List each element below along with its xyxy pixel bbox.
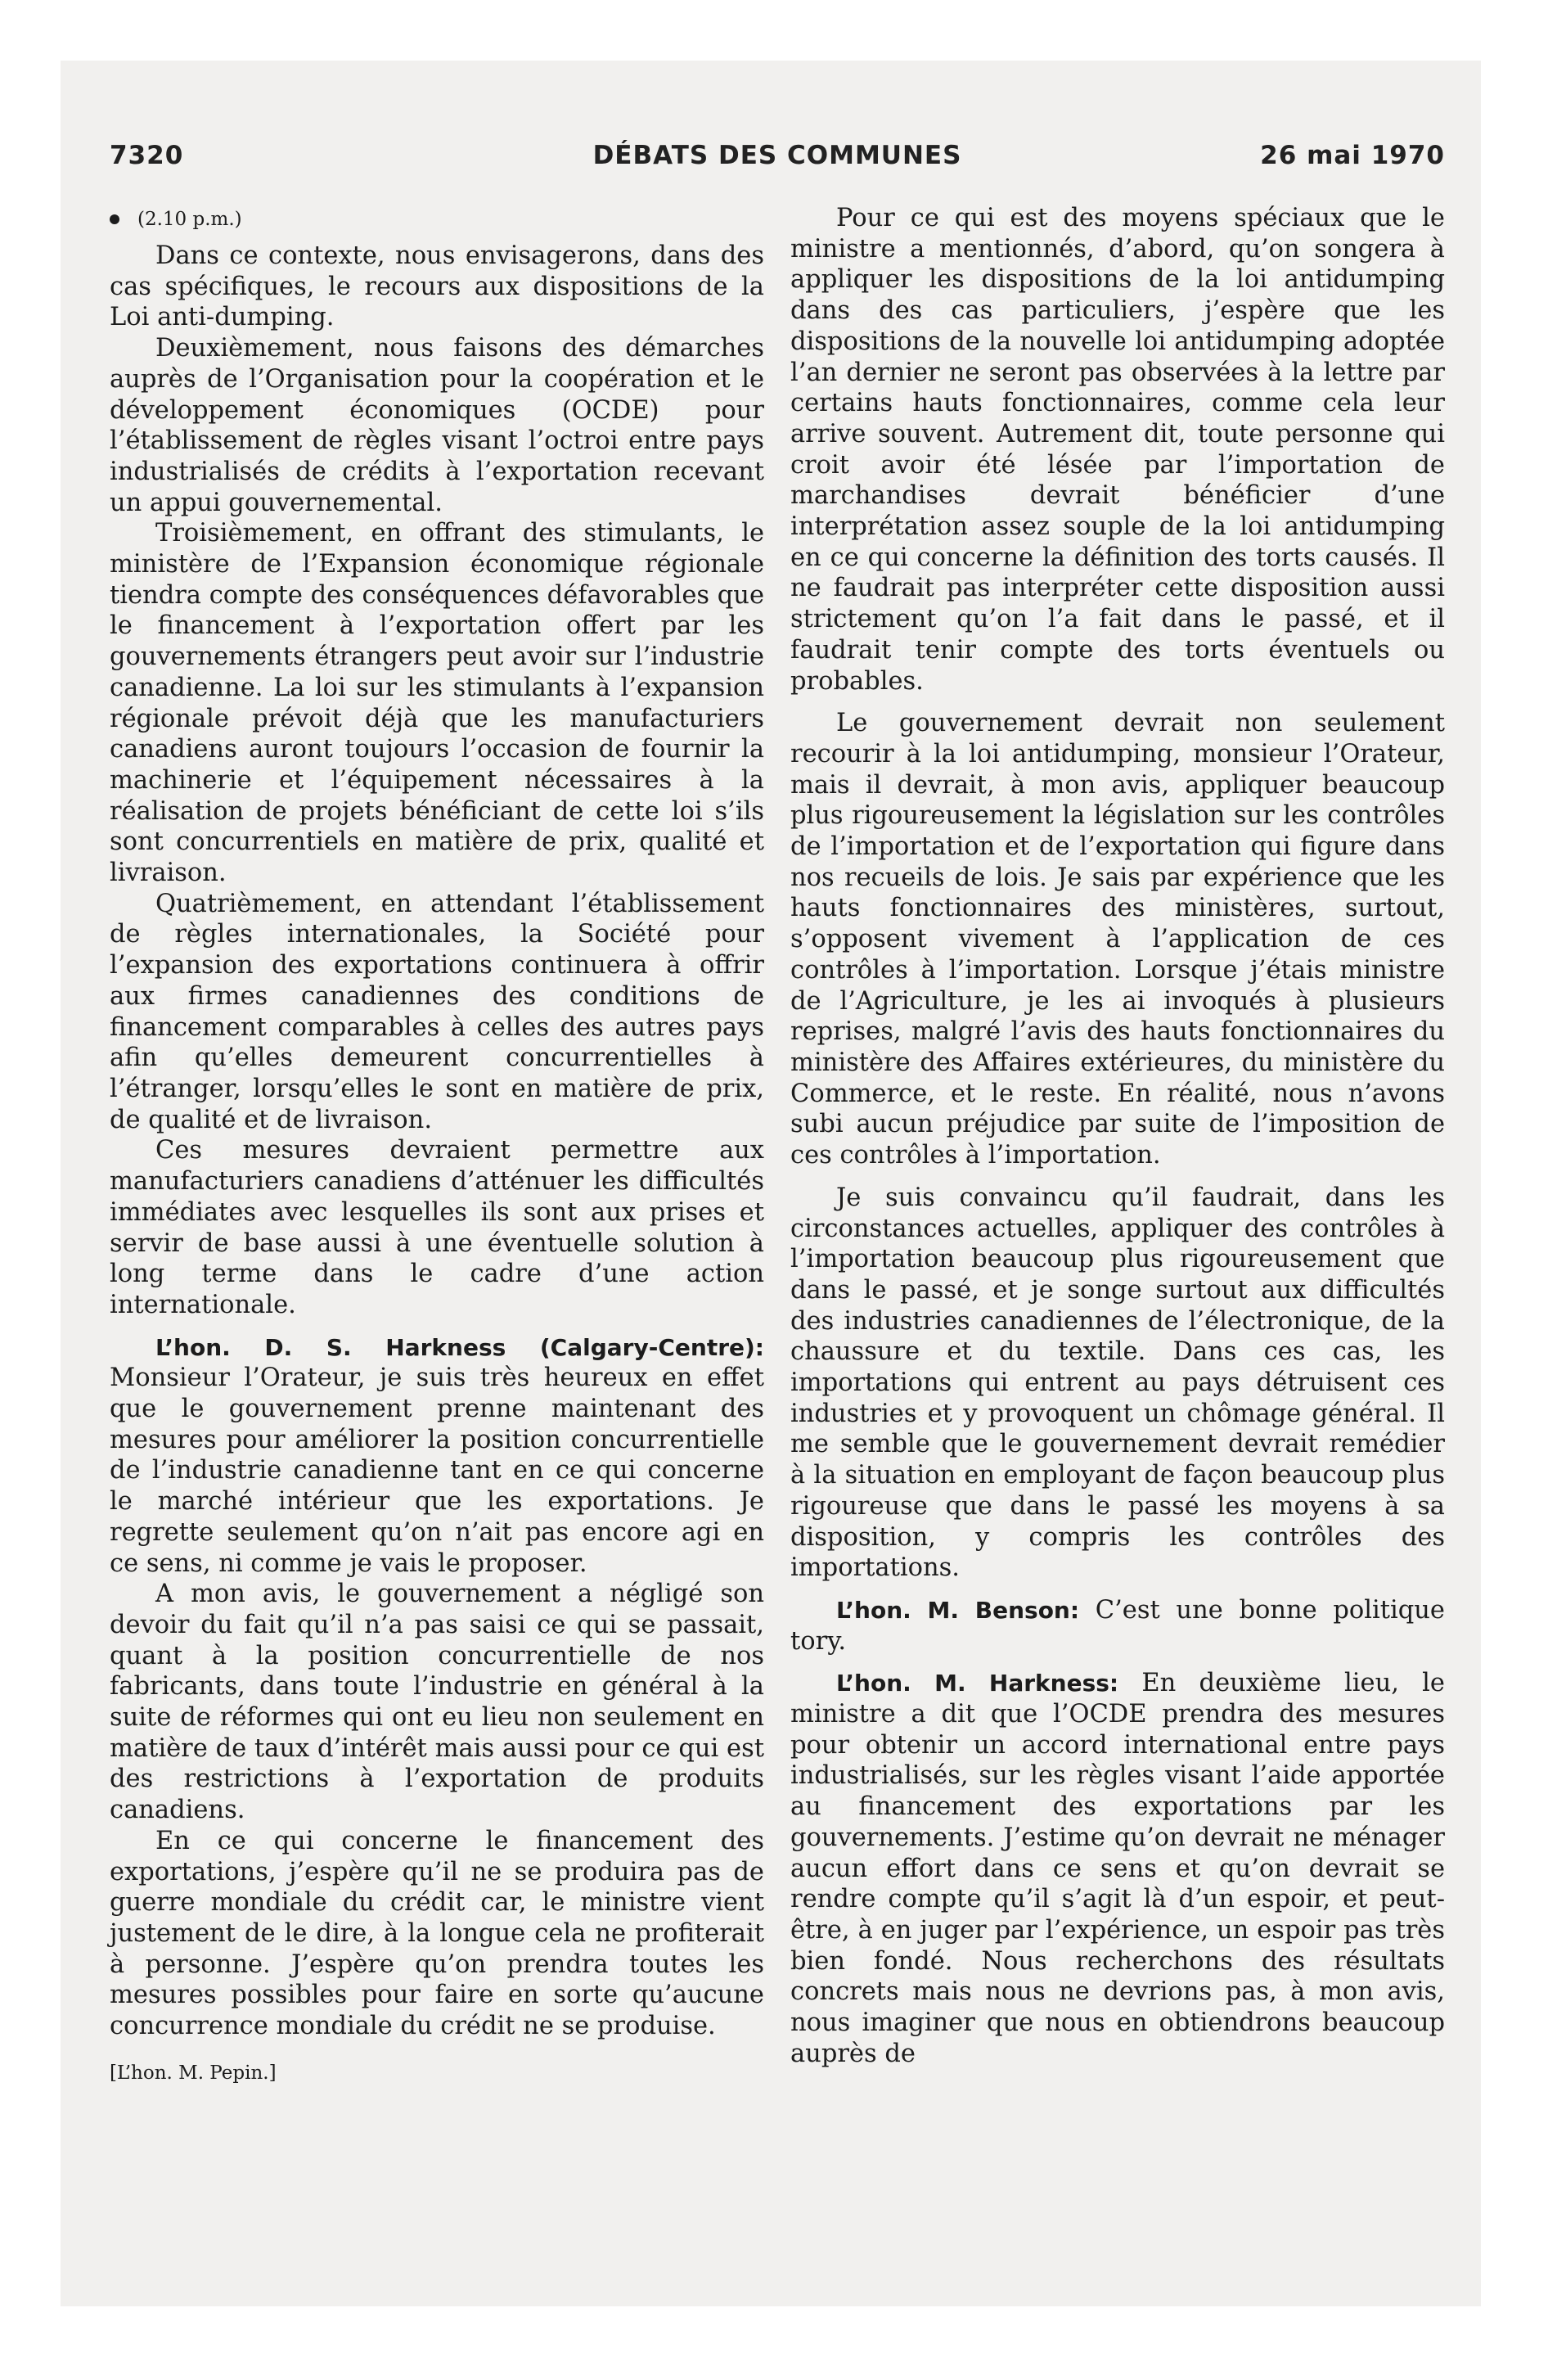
page-number: 7320 bbox=[110, 141, 184, 170]
paragraph: Dans ce contexte, nous envisagerons, dans des cas spécifiques, le recours aux dispositions de la Loi anti-dumping. bbox=[110, 241, 764, 332]
paragraph: Quatrièmement, en attendant l’établissement de règles internationales, la Société pour l’expansion des exportations continuera à offrir aux firmes canadiennes des conditions de financement comparables à celles des autres pays afin qu’elles demeurent concurrentielles à l’étranger, lorsqu’elles le sont en matière de prix, de qualité et de livraison. bbox=[110, 889, 764, 1134]
speech-paragraph bbox=[110, 1332, 764, 1580]
paragraph: A mon avis, le gouvernement a négligé son devoir du fait qu’il n’a pas saisi ce qui se passait, quant à la position concurrentielle de nos fabricants, dans toute l’industrie en général à la suite de réformes qui ont eu lieu non seulement en matière de taux d’intérêt mais aussi pour ce qui est des restrictions à l’exportation de produits canadiens. bbox=[110, 1580, 764, 1825]
paragraph: Troisièmement, en offrant des stimulants, le ministère de l’Expansion économique régionale tiendra compte des conséquences défavorables que le financement à l’exportation offert par les gouvernements étrangers peut avoir sur l’industrie canadienne. La loi sur les stimulants à l’expansion régionale prévoit déjà que les manufacturiers canadiens auront toujours l’occasion de fournir la machinerie et l’équipement nécessaires à la réalisation de projets bénéficiant de cette loi s’ils sont concurrentiels en matière de prix, qualité et livraison. bbox=[110, 519, 764, 888]
speech-paragraph bbox=[790, 1668, 1445, 2069]
timestamp bbox=[110, 203, 764, 236]
speaker-name: L’hon. M. Benson: bbox=[836, 1596, 1080, 1624]
speech-text: C’est une bonne politique tory. bbox=[790, 1595, 1445, 1656]
paragraph: Deuxièmement, nous faisons des démarches auprès de l’Organisation pour la coopération et le développement économiques (OCDE) pour l’établissement de règles visant l’octroi entre pays industrialisés de crédits à l’exportation recevant un appui gouvernemental. bbox=[110, 334, 764, 517]
page-title: DÉBATS DES COMMUNES bbox=[592, 141, 962, 170]
timestamp-text: (2.10 p.m.) bbox=[137, 209, 242, 230]
speaker-name: L’hon. D. S. Harkness (Calgary-Centre): bbox=[155, 1333, 764, 1361]
running-footer: [L’hon. M. Pepin.] bbox=[110, 2062, 277, 2084]
paragraph: Pour ce qui est des moyens spéciaux que le ministre a mentionnés, d’abord, qu’on songera à appliquer les dispositions de la loi antidumping dans des cas particuliers, j’espère que les dispositions de la nouvelle loi antidumping adoptée l’an dernier ne seront pas observées à la lettre par certains hauts fonctionnaires, comme cela leur arrive souvent. Autrement dit, toute personne qui croit avoir été lésée par l’importation de marchandises devrait bénéficier d’une interprétation assez souple de la loi antidumping en ce qui concerne la définition des torts causés. Il ne faudrait pas interpréter cette disposition aussi strictement qu’on l’a fait dans le passé, et il faudrait tenir compte des torts éventuels ou probables. bbox=[790, 204, 1445, 696]
speech-paragraph bbox=[790, 1595, 1445, 1657]
speech-text: Monsieur l’Orateur, je suis très heureux en effet que le gouvernement prenne maintenant des mesures pour améliorer la position concurrentielle de l’industrie canadienne tant en ce qui concerne le marché intérieur que les exportations. Je regrette seulement qu’on n’ait pas encore agi en ce sens, ni comme je vais le proposer. bbox=[110, 1364, 764, 1578]
right-column bbox=[790, 203, 1445, 2069]
left-column bbox=[110, 203, 764, 2089]
page-date: 26 mai 1970 bbox=[1260, 141, 1445, 170]
page-header bbox=[110, 141, 1445, 182]
speech-text: En deuxième lieu, le ministre a dit que l’OCDE prendra des mesures pour obtenir un accord international entre pays industrialisés, sur les règles visant l’aide apportée au financement des exportations par les gouvernements. J’estime qu’on devrait ne ménager aucun effort dans ce sens et qu’on devrait se rendre compte qu’il s’agit là d’un espoir, et peut-être, à en juger par l’expérience, un espoir pas très bien fondé. Nous recherchons des résultats concrets mais nous ne devrions pas, à mon avis, nous imaginer que nous en obtiendrons beaucoup auprès de bbox=[790, 1669, 1445, 2068]
bullet-icon bbox=[110, 214, 119, 224]
paragraph: Ces mesures devraient permettre aux manufacturiers canadiens d’atténuer les difficultés immédiates avec lesquelles ils sont aux prises et servir de base aussi à une éventuelle solution à long terme dans le cadre d’une action internationale. bbox=[110, 1136, 764, 1319]
speaker-name: L’hon. M. Harkness: bbox=[836, 1670, 1119, 1697]
paragraph: En ce qui concerne le financement des exportations, j’espère qu’il ne se produira pas de guerre mondiale du crédit car, le ministre vient justement de le dire, à la longue cela ne profiterait à personne. J’espère qu’on prendra toutes les mesures possibles pour faire en sorte qu’aucune concurrence mondiale du crédit ne se produise. bbox=[110, 1826, 764, 2041]
paragraph: Le gouvernement devrait non seulement recourir à la loi antidumping, monsieur l’Orateur, mais il devrait, à mon avis, appliquer beaucoup plus rigoureusement la législation sur les contrôles de l’importation et de l’exportation qui figure dans nos recueils de lois. Je sais par expérience que les hauts fonctionnaires des ministères, surtout, s’opposent vivement à l’application de ces contrôles à l’importation. Lorsque j’étais ministre de l’Agriculture, je les ai invoqués à plusieurs reprises, malgré l’avis des hauts fonctionnaires du ministère des Affaires extérieures, du ministère du Commerce, et le reste. En réalité, nous n’avons subi aucun préjudice par suite de l’imposition de ces contrôles à l’importation. bbox=[790, 709, 1445, 1170]
paragraph: Je suis convaincu qu’il faudrait, dans les circonstances actuelles, appliquer des contrôles à l’importation beaucoup plus rigoureusement que dans le passé, et je songe surtout aux difficultés des industries canadiennes de l’électronique, de la chaussure et du textile. Dans ces cas, les importations qui entrent au pays détruisent ces industries et y provoquent un chômage général. Il me semble que le gouvernement devrait remédier à la situation en employant de façon beaucoup plus rigoureuse que dans le passé les moyens à sa disposition, y compris les contrôles des importations. bbox=[790, 1183, 1445, 1583]
